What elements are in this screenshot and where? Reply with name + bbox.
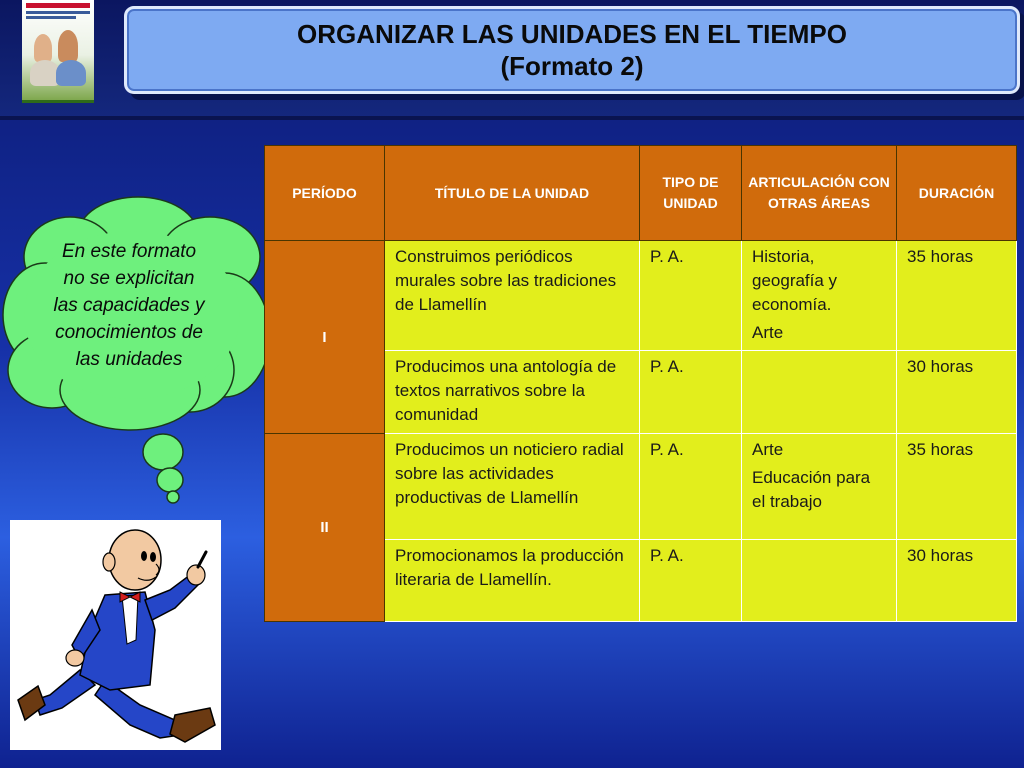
slide-title: ORGANIZAR LAS UNIDADES EN EL TIEMPO <box>297 19 847 49</box>
curriculum-cover-image <box>22 0 94 103</box>
unit-title-cell: Producimos un noticiero radial sobre las actividades productivas de Llamellín <box>385 434 640 540</box>
units-table <box>264 145 1017 622</box>
unit-type-cell: P. A. <box>640 241 742 351</box>
header-duration: DURACIÓN <box>897 146 1017 241</box>
articulation-cell <box>742 540 897 622</box>
unit-title-cell: Promocionamos la producción literaria de Llamellín. <box>385 540 640 622</box>
top-band-divider <box>0 116 1024 120</box>
header-unit-title: TÍTULO DE LA UNIDAD <box>385 146 640 241</box>
slide-title-banner <box>124 6 1020 94</box>
duration-cell: 30 horas <box>897 540 1017 622</box>
period-cell: I <box>265 241 385 434</box>
thought-bubble-text: En este formato no se explicitan las capacidades y conocimientos de las unidades <box>53 241 205 370</box>
header-period: PERÍODO <box>265 146 385 241</box>
unit-type-cell: P. A. <box>640 540 742 622</box>
unit-type-cell: P. A. <box>640 434 742 540</box>
period-cell: II <box>265 434 385 622</box>
pointing-man-cartoon-icon <box>10 520 221 750</box>
table-row <box>265 434 1017 540</box>
articulation-cell: Arte Educación para el trabajo <box>742 434 897 540</box>
header-unit-type: TIPO DE UNIDAD <box>640 146 742 241</box>
unit-type-cell: P. A. <box>640 351 742 434</box>
header-articulation: ARTICULACIÓN CON OTRAS ÁREAS <box>742 146 897 241</box>
table-header-row <box>265 146 1017 241</box>
slide-subtitle: (Formato 2) <box>500 51 644 81</box>
articulation-cell: Historia, geografía y economía. Arte <box>742 241 897 351</box>
unit-title-cell: Construimos periódicos murales sobre las tradiciones de Llamellín <box>385 241 640 351</box>
articulation-cell <box>742 351 897 434</box>
table-row <box>265 241 1017 351</box>
duration-cell: 35 horas <box>897 434 1017 540</box>
duration-cell: 35 horas <box>897 241 1017 351</box>
cartoon-figure-drawing <box>10 520 221 750</box>
unit-title-cell: Producimos una antología de textos narrativos sobre la comunidad <box>385 351 640 434</box>
duration-cell: 30 horas <box>897 351 1017 434</box>
